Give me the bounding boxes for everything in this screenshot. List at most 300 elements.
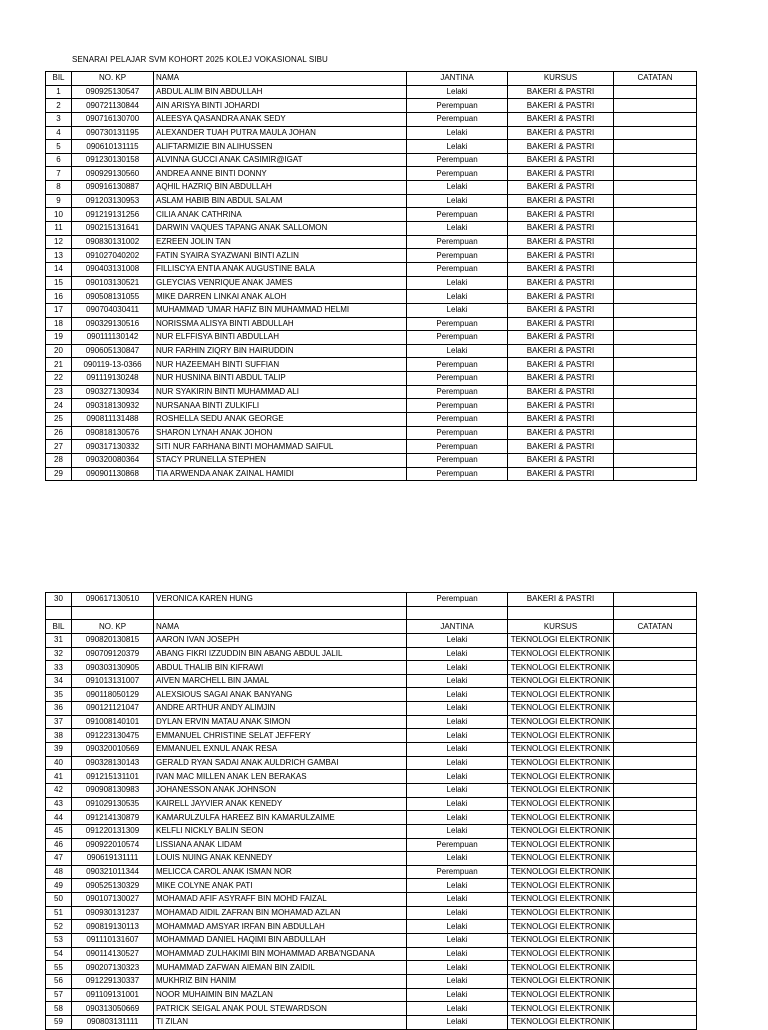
cell-bil: 1: [46, 85, 72, 99]
cell-kursus: TEKNOLOGI ELEKTRONIK: [508, 811, 614, 825]
cell-catatan: [614, 331, 697, 345]
cell-no-kp: 090313050669: [72, 1002, 154, 1016]
table-row: [46, 811, 697, 825]
cell-jantina: Perempuan: [407, 453, 508, 467]
cell-catatan: [614, 453, 697, 467]
cell-kursus: TEKNOLOGI ELEKTRONIK: [508, 852, 614, 866]
header-jantina: JANTINA: [407, 620, 508, 634]
empty-cell: [508, 606, 614, 620]
cell-kursus: BAKERI & PASTRI: [508, 140, 614, 154]
cell-no-kp: 091119130248: [72, 372, 154, 386]
cell-nama: ROSHELLA SEDU ANAK GEORGE: [154, 413, 407, 427]
cell-no-kp: 090119-13-0366: [72, 358, 154, 372]
cell-kursus: BAKERI & PASTRI: [508, 593, 614, 607]
cell-catatan: [614, 358, 697, 372]
cell-jantina: Lelaki: [407, 797, 508, 811]
cell-catatan: [614, 208, 697, 222]
cell-no-kp: 091223130475: [72, 729, 154, 743]
cell-catatan: [614, 426, 697, 440]
cell-catatan: [614, 688, 697, 702]
table-row: [46, 783, 697, 797]
cell-kursus: BAKERI & PASTRI: [508, 385, 614, 399]
cell-jantina: Perempuan: [407, 99, 508, 113]
cell-kursus: TEKNOLOGI ELEKTRONIK: [508, 661, 614, 675]
cell-jantina: Lelaki: [407, 988, 508, 1002]
cell-no-kp: 090207130323: [72, 961, 154, 975]
cell-nama: AIN ARISYA BINTI JOHARDI: [154, 99, 407, 113]
cell-catatan: [614, 743, 697, 757]
cell-nama: SITI NUR FARHANA BINTI MOHAMMAD SAIFUL: [154, 440, 407, 454]
empty-cell: [614, 606, 697, 620]
cell-no-kp: 090619131111: [72, 852, 154, 866]
cell-jantina: Perempuan: [407, 249, 508, 263]
cell-no-kp: 090803131111: [72, 1015, 154, 1029]
table-row: [46, 112, 697, 126]
cell-kursus: TEKNOLOGI ELEKTRONIK: [508, 743, 614, 757]
cell-catatan: [614, 140, 697, 154]
cell-no-kp: 090321011344: [72, 865, 154, 879]
table-row: [46, 1002, 697, 1016]
cell-catatan: [614, 988, 697, 1002]
table-row: [46, 181, 697, 195]
cell-catatan: [614, 838, 697, 852]
cell-kursus: BAKERI & PASTRI: [508, 85, 614, 99]
cell-kursus: BAKERI & PASTRI: [508, 208, 614, 222]
table-row: [46, 920, 697, 934]
cell-kursus: TEKNOLOGI ELEKTRONIK: [508, 961, 614, 975]
cell-nama: MUKHRIZ BIN HANIM: [154, 974, 407, 988]
cell-jantina: Perempuan: [407, 385, 508, 399]
cell-jantina: Lelaki: [407, 852, 508, 866]
cell-no-kp: 091219131256: [72, 208, 154, 222]
cell-nama: KAMARULZULFA HAREEZ BIN KAMARULZAIME: [154, 811, 407, 825]
cell-no-kp: 090704030411: [72, 303, 154, 317]
cell-no-kp: 090328130143: [72, 756, 154, 770]
table-row: [46, 194, 697, 208]
cell-nama: EMMANUEL CHRISTINE SELAT JEFFERY: [154, 729, 407, 743]
cell-jantina: Perempuan: [407, 153, 508, 167]
cell-bil: 44: [46, 811, 72, 825]
cell-bil: 8: [46, 181, 72, 195]
header-jantina: JANTINA: [407, 72, 508, 86]
cell-catatan: [614, 249, 697, 263]
table-row: [46, 647, 697, 661]
cell-bil: 46: [46, 838, 72, 852]
cell-jantina: Perempuan: [407, 208, 508, 222]
cell-nama: LOUIS NUING ANAK KENNEDY: [154, 852, 407, 866]
cell-jantina: Lelaki: [407, 181, 508, 195]
cell-nama: ALIFTARMIZIE BIN ALIHUSSEN: [154, 140, 407, 154]
cell-bil: 25: [46, 413, 72, 427]
cell-nama: SHARON LYNAH ANAK JOHON: [154, 426, 407, 440]
cell-nama: NUR ELFFISYA BINTI ABDULLAH: [154, 331, 407, 345]
cell-kursus: TEKNOLOGI ELEKTRONIK: [508, 715, 614, 729]
cell-catatan: [614, 235, 697, 249]
cell-kursus: TEKNOLOGI ELEKTRONIK: [508, 974, 614, 988]
table-row: [46, 426, 697, 440]
cell-kursus: BAKERI & PASTRI: [508, 99, 614, 113]
cell-kursus: TEKNOLOGI ELEKTRONIK: [508, 988, 614, 1002]
table-row: [46, 729, 697, 743]
table-row: [46, 372, 697, 386]
cell-jantina: Lelaki: [407, 126, 508, 140]
cell-no-kp: 091220131309: [72, 824, 154, 838]
cell-jantina: Lelaki: [407, 222, 508, 236]
cell-bil: 37: [46, 715, 72, 729]
cell-catatan: [614, 385, 697, 399]
table-row: [46, 974, 697, 988]
header-nama: NAMA: [154, 72, 407, 86]
cell-kursus: TEKNOLOGI ELEKTRONIK: [508, 797, 614, 811]
cell-nama: DYLAN ERVIN MATAU ANAK SIMON: [154, 715, 407, 729]
cell-catatan: [614, 783, 697, 797]
cell-kursus: TEKNOLOGI ELEKTRONIK: [508, 947, 614, 961]
cell-bil: 11: [46, 222, 72, 236]
table-row: [46, 235, 697, 249]
cell-bil: 6: [46, 153, 72, 167]
cell-jantina: Lelaki: [407, 1015, 508, 1029]
table-row: [46, 934, 697, 948]
cell-kursus: TEKNOLOGI ELEKTRONIK: [508, 879, 614, 893]
cell-jantina: Lelaki: [407, 344, 508, 358]
cell-no-kp: 090525130329: [72, 879, 154, 893]
cell-nama: NUR HUSNINA BINTI ABDUL TALIP: [154, 372, 407, 386]
cell-jantina: Perempuan: [407, 317, 508, 331]
cell-nama: STACY PRUNELLA STEPHEN: [154, 453, 407, 467]
cell-nama: GLEYCIAS VENRIQUE ANAK JAMES: [154, 276, 407, 290]
cell-no-kp: 090930131237: [72, 906, 154, 920]
cell-bil: 47: [46, 852, 72, 866]
table-row: [46, 262, 697, 276]
cell-bil: 55: [46, 961, 72, 975]
cell-bil: 34: [46, 674, 72, 688]
cell-jantina: Lelaki: [407, 647, 508, 661]
cell-jantina: Lelaki: [407, 743, 508, 757]
cell-bil: 54: [46, 947, 72, 961]
table-row: [46, 208, 697, 222]
cell-catatan: [614, 824, 697, 838]
cell-bil: 35: [46, 688, 72, 702]
cell-nama: AQHIL HAZRIQ BIN ABDULLAH: [154, 181, 407, 195]
cell-no-kp: 090303130905: [72, 661, 154, 675]
cell-catatan: [614, 85, 697, 99]
cell-nama: EMMANUEL EXNUL ANAK RESA: [154, 743, 407, 757]
cell-no-kp: 091013131007: [72, 674, 154, 688]
cell-bil: 39: [46, 743, 72, 757]
cell-no-kp: 090327130934: [72, 385, 154, 399]
cell-bil: 40: [46, 756, 72, 770]
cell-no-kp: 090318130932: [72, 399, 154, 413]
cell-nama: MUHAMMAD 'UMAR HAFIZ BIN MUHAMMAD HELMI: [154, 303, 407, 317]
cell-bil: 2: [46, 99, 72, 113]
table-row: [46, 770, 697, 784]
cell-jantina: Perempuan: [407, 358, 508, 372]
cell-jantina: Perempuan: [407, 426, 508, 440]
cell-bil: 21: [46, 358, 72, 372]
cell-bil: 43: [46, 797, 72, 811]
cell-jantina: Lelaki: [407, 906, 508, 920]
table-row: [46, 947, 697, 961]
cell-jantina: Lelaki: [407, 811, 508, 825]
cell-nama: MOHAMAD AFIF ASYRAFF BIN MOHD FAIZAL: [154, 893, 407, 907]
table-header: [46, 72, 697, 86]
table-row: [46, 852, 697, 866]
cell-catatan: [614, 112, 697, 126]
cell-no-kp: 091110131607: [72, 934, 154, 948]
header-row: [46, 72, 697, 86]
cell-bil: 29: [46, 467, 72, 481]
cell-bil: 23: [46, 385, 72, 399]
table-row: [46, 893, 697, 907]
cell-jantina: Lelaki: [407, 934, 508, 948]
table-row: [46, 331, 697, 345]
cell-no-kp: 090118050129: [72, 688, 154, 702]
cell-nama: ALEXSIOUS SAGAI ANAK BANYANG: [154, 688, 407, 702]
table-row: [46, 126, 697, 140]
cell-jantina: Lelaki: [407, 661, 508, 675]
cell-catatan: [614, 715, 697, 729]
cell-no-kp: 090908130983: [72, 783, 154, 797]
table-row: [46, 317, 697, 331]
cell-kursus: BAKERI & PASTRI: [508, 344, 614, 358]
cell-no-kp: 091229130337: [72, 974, 154, 988]
cell-nama: MOHAMMAD AMSYAR IRFAN BIN ABDULLAH: [154, 920, 407, 934]
cell-nama: NORISSMA ALISYA BINTI ABDULLAH: [154, 317, 407, 331]
cell-no-kp: 091203130953: [72, 194, 154, 208]
cell-jantina: Lelaki: [407, 276, 508, 290]
cell-jantina: Lelaki: [407, 961, 508, 975]
cell-catatan: [614, 167, 697, 181]
cell-kursus: TEKNOLOGI ELEKTRONIK: [508, 756, 614, 770]
cell-nama: MOHAMAD AIDIL ZAFRAN BIN MOHAMAD AZLAN: [154, 906, 407, 920]
cell-jantina: Perempuan: [407, 372, 508, 386]
cell-kursus: TEKNOLOGI ELEKTRONIK: [508, 688, 614, 702]
cell-bil: 50: [46, 893, 72, 907]
cell-jantina: Lelaki: [407, 879, 508, 893]
cell-jantina: Lelaki: [407, 1002, 508, 1016]
cell-kursus: TEKNOLOGI ELEKTRONIK: [508, 865, 614, 879]
cell-catatan: [614, 947, 697, 961]
cell-catatan: [614, 865, 697, 879]
cell-nama: DARWIN VAQUES TAPANG ANAK SALLOMON: [154, 222, 407, 236]
cell-nama: JOHANESSON ANAK JOHNSON: [154, 783, 407, 797]
table-row: [46, 988, 697, 1002]
cell-catatan: [614, 934, 697, 948]
cell-no-kp: 090320080364: [72, 453, 154, 467]
cell-no-kp: 090820130815: [72, 633, 154, 647]
cell-bil: 7: [46, 167, 72, 181]
empty-cell: [46, 606, 72, 620]
cell-kursus: TEKNOLOGI ELEKTRONIK: [508, 893, 614, 907]
cell-no-kp: 090403131008: [72, 262, 154, 276]
cell-catatan: [614, 770, 697, 784]
cell-nama: ABDUL THALIB BIN KIFRAWI: [154, 661, 407, 675]
header-no-kp: NO. KP: [72, 72, 154, 86]
cell-no-kp: 090215131641: [72, 222, 154, 236]
cell-kursus: BAKERI & PASTRI: [508, 426, 614, 440]
cell-nama: MOHAMMAD DANIEL HAQIMI BIN ABDULLAH: [154, 934, 407, 948]
cell-nama: VERONICA KAREN HUNG: [154, 593, 407, 607]
header-kursus: KURSUS: [508, 620, 614, 634]
cell-catatan: [614, 276, 697, 290]
cell-kursus: TEKNOLOGI ELEKTRONIK: [508, 838, 614, 852]
cell-jantina: Lelaki: [407, 140, 508, 154]
cell-bil: 17: [46, 303, 72, 317]
cell-no-kp: 090819130113: [72, 920, 154, 934]
table-body: [46, 85, 697, 481]
cell-catatan: [614, 317, 697, 331]
cell-jantina: Perempuan: [407, 440, 508, 454]
cell-jantina: Lelaki: [407, 688, 508, 702]
header-nama: NAMA: [154, 620, 407, 634]
cell-jantina: Perempuan: [407, 593, 508, 607]
cell-kursus: TEKNOLOGI ELEKTRONIK: [508, 770, 614, 784]
cell-kursus: BAKERI & PASTRI: [508, 372, 614, 386]
cell-no-kp: 091008140101: [72, 715, 154, 729]
header-catatan: CATATAN: [614, 72, 697, 86]
cell-bil: 41: [46, 770, 72, 784]
cell-jantina: Lelaki: [407, 194, 508, 208]
table-row: [46, 715, 697, 729]
empty-cell: [72, 606, 154, 620]
cell-no-kp: 090922010574: [72, 838, 154, 852]
cell-kursus: TEKNOLOGI ELEKTRONIK: [508, 920, 614, 934]
cell-jantina: Perempuan: [407, 467, 508, 481]
cell-nama: ASLAM HABIB BIN ABDUL SALAM: [154, 194, 407, 208]
document-title: SENARAI PELAJAR SVM KOHORT 2025 KOLEJ VOKASIONAL SIBU: [72, 55, 328, 64]
table-row: [46, 440, 697, 454]
cell-no-kp: 090730131195: [72, 126, 154, 140]
cell-kursus: TEKNOLOGI ELEKTRONIK: [508, 1002, 614, 1016]
cell-bil: 10: [46, 208, 72, 222]
cell-catatan: [614, 290, 697, 304]
cell-nama: ANDREA ANNE BINTI DONNY: [154, 167, 407, 181]
cell-nama: LISSIANA ANAK LIDAM: [154, 838, 407, 852]
cell-jantina: Perempuan: [407, 112, 508, 126]
table-body: [46, 633, 697, 1029]
cell-no-kp: 090111130142: [72, 331, 154, 345]
empty-cell: [154, 606, 407, 620]
cell-kursus: BAKERI & PASTRI: [508, 235, 614, 249]
table-row: [46, 593, 697, 607]
cell-jantina: Perempuan: [407, 399, 508, 413]
cell-kursus: BAKERI & PASTRI: [508, 413, 614, 427]
cell-bil: 48: [46, 865, 72, 879]
cell-no-kp: 091027040202: [72, 249, 154, 263]
cell-catatan: [614, 222, 697, 236]
cell-jantina: Lelaki: [407, 920, 508, 934]
table-body-top: [46, 593, 697, 634]
cell-catatan: [614, 811, 697, 825]
cell-nama: PATRICK SEIGAL ANAK POUL STEWARDSON: [154, 1002, 407, 1016]
header-kursus: KURSUS: [508, 72, 614, 86]
cell-bil: 45: [46, 824, 72, 838]
table-row: [46, 1015, 697, 1029]
cell-kursus: BAKERI & PASTRI: [508, 249, 614, 263]
cell-jantina: Lelaki: [407, 770, 508, 784]
cell-kursus: BAKERI & PASTRI: [508, 222, 614, 236]
cell-nama: GERALD RYAN SADAI ANAK AULDRICH GAMBAI: [154, 756, 407, 770]
cell-bil: 33: [46, 661, 72, 675]
cell-nama: KELFLI NICKLY BALIN SEON: [154, 824, 407, 838]
cell-nama: KAIRELL JAYVIER ANAK KENEDY: [154, 797, 407, 811]
cell-catatan: [614, 413, 697, 427]
cell-kursus: TEKNOLOGI ELEKTRONIK: [508, 824, 614, 838]
cell-nama: MIKE COLYNE ANAK PATI: [154, 879, 407, 893]
header-catatan: CATATAN: [614, 620, 697, 634]
cell-jantina: Perempuan: [407, 413, 508, 427]
table-row: [46, 824, 697, 838]
cell-nama: AIVEN MARCHELL BIN JAMAL: [154, 674, 407, 688]
cell-bil: 12: [46, 235, 72, 249]
cell-bil: 22: [46, 372, 72, 386]
cell-kursus: BAKERI & PASTRI: [508, 467, 614, 481]
cell-bil: 5: [46, 140, 72, 154]
cell-jantina: Lelaki: [407, 290, 508, 304]
cell-nama: FATIN SYAIRA SYAZWANI BINTI AZLIN: [154, 249, 407, 263]
cell-kursus: BAKERI & PASTRI: [508, 317, 614, 331]
table-row: [46, 140, 697, 154]
table-row: [46, 865, 697, 879]
cell-catatan: [614, 852, 697, 866]
cell-catatan: [614, 399, 697, 413]
cell-no-kp: 090329130516: [72, 317, 154, 331]
cell-bil: 59: [46, 1015, 72, 1029]
cell-no-kp: 090716130700: [72, 112, 154, 126]
cell-jantina: Lelaki: [407, 633, 508, 647]
cell-catatan: [614, 372, 697, 386]
table-row: [46, 358, 697, 372]
cell-catatan: [614, 1002, 697, 1016]
cell-no-kp: 090508131055: [72, 290, 154, 304]
cell-nama: TI ZILAN: [154, 1015, 407, 1029]
cell-bil: 24: [46, 399, 72, 413]
empty-cell: [407, 606, 508, 620]
cell-nama: AARON IVAN JOSEPH: [154, 633, 407, 647]
cell-jantina: Lelaki: [407, 893, 508, 907]
cell-bil: 57: [46, 988, 72, 1002]
table-row: [46, 249, 697, 263]
cell-kursus: BAKERI & PASTRI: [508, 453, 614, 467]
cell-kursus: TEKNOLOGI ELEKTRONIK: [508, 702, 614, 716]
cell-kursus: TEKNOLOGI ELEKTRONIK: [508, 729, 614, 743]
header-row: [46, 620, 697, 634]
cell-catatan: [614, 593, 697, 607]
cell-no-kp: 090818130576: [72, 426, 154, 440]
cell-jantina: Perempuan: [407, 235, 508, 249]
cell-kursus: TEKNOLOGI ELEKTRONIK: [508, 934, 614, 948]
cell-no-kp: 091230130158: [72, 153, 154, 167]
cell-jantina: Lelaki: [407, 715, 508, 729]
cell-bil: 36: [46, 702, 72, 716]
cell-bil: 30: [46, 593, 72, 607]
cell-kursus: BAKERI & PASTRI: [508, 290, 614, 304]
cell-nama: NUR FARHIN ZIQRY BIN HAIRUDDIN: [154, 344, 407, 358]
cell-bil: 19: [46, 331, 72, 345]
table-row: [46, 222, 697, 236]
cell-jantina: Perempuan: [407, 865, 508, 879]
cell-kursus: BAKERI & PASTRI: [508, 126, 614, 140]
cell-jantina: Lelaki: [407, 674, 508, 688]
student-table-elektronik: [45, 592, 697, 1030]
table-row: [46, 467, 697, 481]
cell-kursus: BAKERI & PASTRI: [508, 399, 614, 413]
cell-bil: 42: [46, 783, 72, 797]
cell-catatan: [614, 647, 697, 661]
header-no-kp: NO. KP: [72, 620, 154, 634]
empty-row: [46, 606, 697, 620]
table-row: [46, 961, 697, 975]
